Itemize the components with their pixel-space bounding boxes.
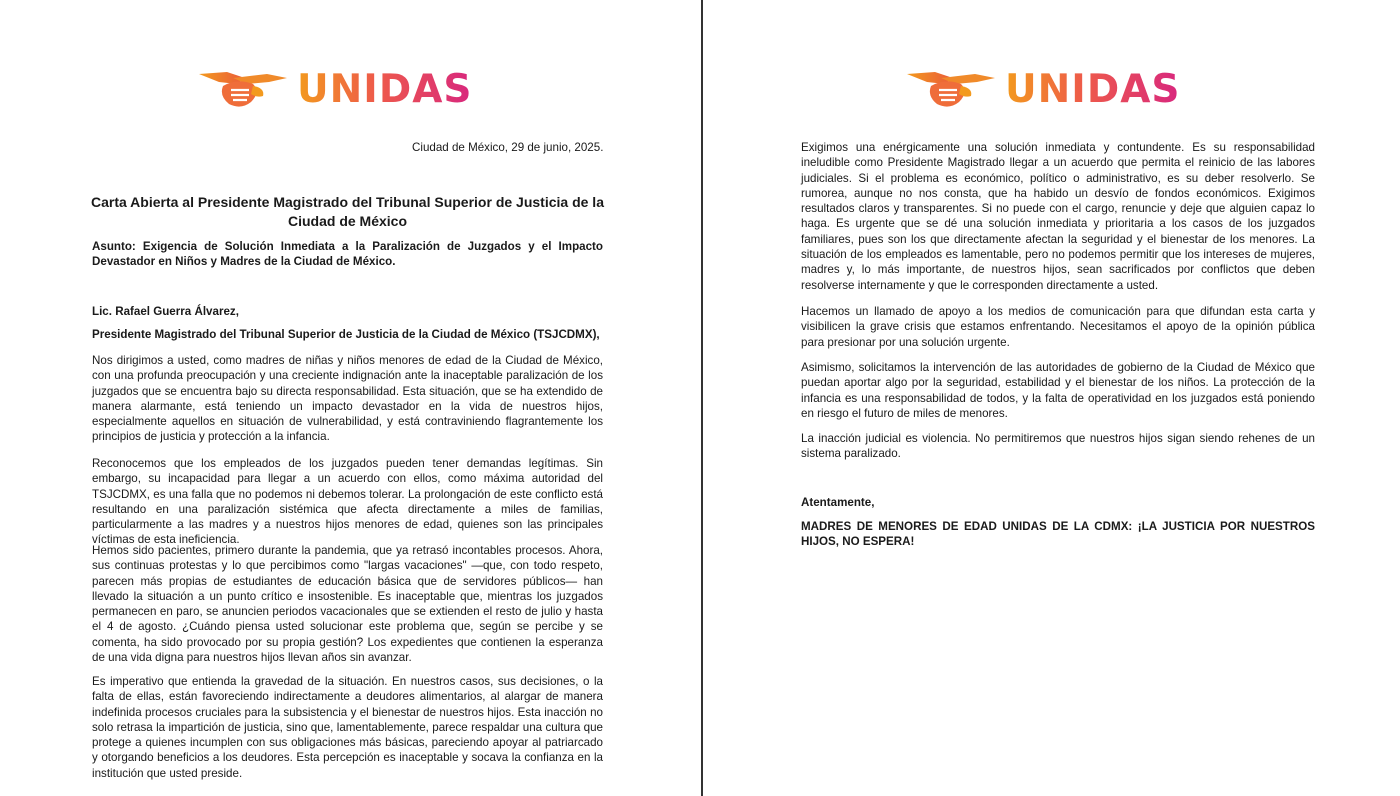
body-paragraph: Hemos sido pacientes, primero durante la pandemia, que ya retrasó incontables procesos. Ahora, sus continuas protestas y lo que percibimos como "largas vacaciones" —que, con todo respeto, parecen más propias de estudiantes de educación básica que de servidores públicos— han llevado la situación a un punto crítico e insostenible. Es inaceptable que, mientras los juzgados permanecen en paro, se anuncien periodos vacacionales que se extienden el resto de julio y hasta el 4 de agosto. ¿Cuándo piensa usted solucionar este problema que, según se percibe y se comenta, ha sido provocado por su propia gestión? Los expedientes que contienen la esperanza de una vida digna para nuestros hijos llevan años sin avanzar. <box>92 544 603 665</box>
logo-wordmark: UNIDAS <box>297 67 473 112</box>
closing: Atentamente, <box>801 496 875 509</box>
body-paragraph: Es imperativo que entienda la gravedad de la situación. En nuestros casos, sus decisiones, o la falta de ellas, están favoreciendo indirectamente a deudores alimentarios, al alargar de manera indefinida procesos cruciales para la subsistencia y el bienestar de nuestros hijos. Esta inacción no solo retrasa la impartición de justicia, sino que, lamentablemente, parece respaldar una cultura que protege a quienes incumplen con sus obligaciones más básicas, pareciendo apoyar al patriarcado y otorgando beneficios a los deudores. Esta percepción es inaceptable y socava la confianza en la institución que usted preside. <box>92 675 603 780</box>
letter-title: Carta Abierta al Presidente Magistrado del Tribunal Superior de Justicia de la Ciudad de México <box>91 194 604 229</box>
body-paragraph: Nos dirigimos a usted, como madres de niñas y niños menores de edad de la Ciudad de México, con una profunda preocupación y una creciente indignación ante la inaceptable paralización de los juzgados que se encuentra bajo su directa responsabilidad. Esta situación, que se ha extendido de manera alarmante, está teniendo un impacto devastador en la vida de nuestros hijos, especialmente aquellos en situación de vulnerabilidad, y está contraviniendo flagrantemente los principios de justicia y protección a la infancia. <box>92 354 603 444</box>
body-paragraph: Reconocemos que los empleados de los juzgados pueden tener demandas legítimas. Sin embargo, su incapacidad para llegar a un acuerdo con ellos, como máxima autoridad del TSJCDMX, es una falla que no podemos ni debemos tolerar. La prolongación de este conflicto está resultando en una paralización sistémica que afecta directamente a miles de familias, particularmente a las madres y a nuestros hijos menores de edad, quienes son las principales víctimas de esta ineficiencia. <box>92 457 603 547</box>
body-paragraph: Exigimos una enérgicamente una solución inmediata y contundente. Es su responsabilidad ineludible como Presidente Magistrado llegar a un acuerdo que permita el reinicio de las labores judiciales. Si el problema es económico, político o administrativo, es su deber resolverlo. Se rumorea, aunque no nos consta, que ha habido un desvío de fondos económicos. Exigimos resultados claros y transparentes. Si no puede con el cargo, renuncie y deje que alguien capaz lo haga. Es urgente que se dé una solución inmediata y prioritaria a los casos de los juzgados familiares, pues son los que directamente afectan la seguridad y el bienestar de los menores. La situación de los empleados es lamentable, pero no podemos permitir que los intereses de mujeres, madres y, lo más importante, de nuestros hijos, sean sacrificados por conflictos que deben resolverse internamente y que le corresponden directamente a usted. <box>801 141 1315 292</box>
letter-subject: Asunto: Exigencia de Solución Inmediata a la Paralización de Juzgados y el Impacto Devastador en Niños y Madres de la Ciudad de México. <box>92 240 603 269</box>
recipient-name: Lic. Rafael Guerra Álvarez, <box>92 305 239 318</box>
recipient-title: Presidente Magistrado del Tribunal Superior de Justicia de la Ciudad de México (TSJCDMX), <box>92 328 600 341</box>
unidas-logo <box>197 68 472 112</box>
handshake-icon <box>197 68 289 112</box>
page-divider <box>701 0 703 796</box>
handshake-icon <box>905 68 997 112</box>
body-paragraph: Hacemos un llamado de apoyo a los medios de comunicación para que difundan esta carta y visibilicen la grave crisis que estamos enfrentando. Necesitamos el apoyo de la opinión pública para presionar por una solución urgente. <box>801 305 1315 349</box>
signature: MADRES DE MENORES DE EDAD UNIDAS DE LA CDMX: ¡LA JUSTICIA POR NUESTROS HIJOS, NO ESPERA! <box>801 520 1315 549</box>
body-paragraph: Asimismo, solicitamos la intervención de las autoridades de gobierno de la Ciudad de México que puedan aportar algo por la seguridad, estabilidad y el bienestar de los niños. La protección de la infancia es una responsabilidad de todos, y la falta de operatividad en los juzgados está poniendo en riesgo el futuro de miles de menores. <box>801 361 1315 420</box>
letter-date: Ciudad de México, 29 de junio, 2025. <box>412 141 604 154</box>
body-paragraph: La inacción judicial es violencia. No permitiremos que nuestros hijos sigan siendo rehenes de un sistema paralizado. <box>801 432 1315 461</box>
letter-page-2 <box>705 0 1400 796</box>
unidas-logo <box>905 68 1180 112</box>
logo-wordmark: UNIDAS <box>1005 67 1181 112</box>
